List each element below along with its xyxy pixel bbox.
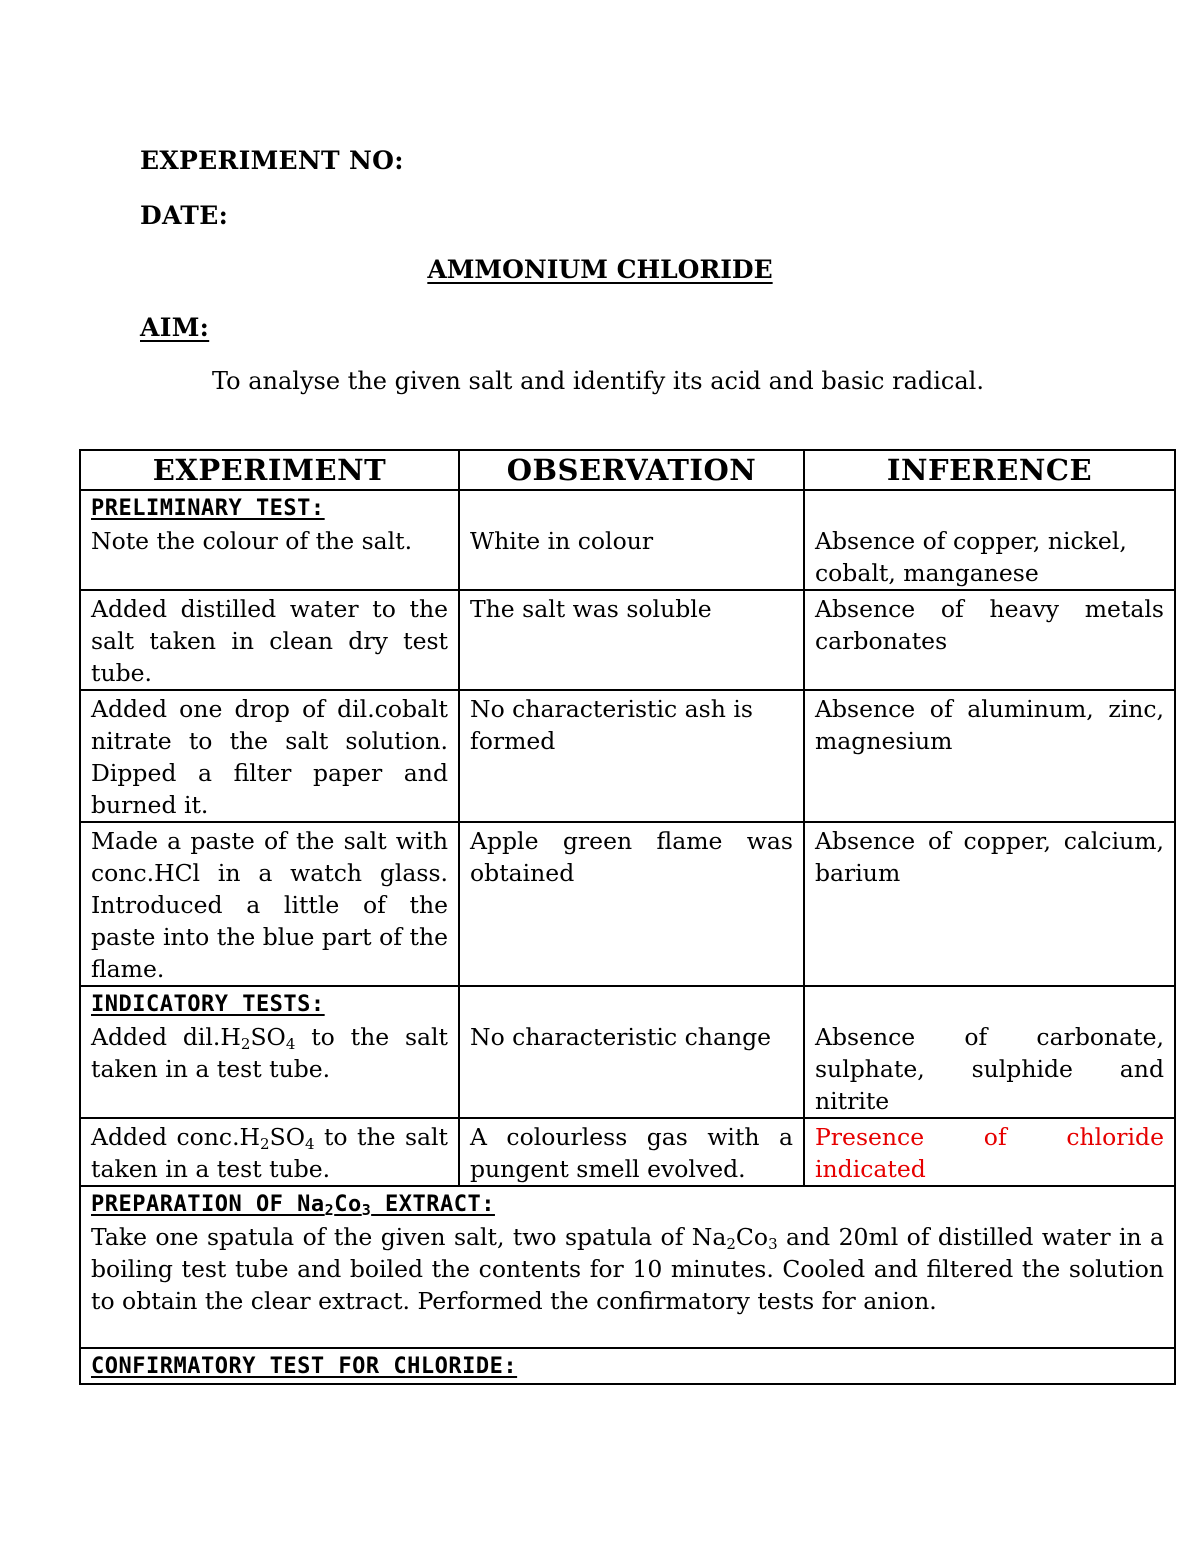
inference-cell: Absence of aluminum, zinc, magnesium	[804, 690, 1175, 822]
experiment-text: Note the colour of the salt.	[91, 527, 413, 555]
extract-preparation-text: Take one spatula of the given salt, two spatula of $Na_2Co_3$ and 20ml of distilled water in a boiling test tube and boiled the contents for 10 minutes. Cooled and filtered the solution to obtain the clear extract. Performed the confirmatory tests for anion.	[91, 1223, 1165, 1315]
extract-preparation-heading: PREPARATION OF $Na_2Co_3$ EXTRACT:	[91, 1192, 495, 1219]
observation-cell: A colourless gas with a pungent smell evolved.	[459, 1118, 804, 1186]
observation-cell	[459, 490, 804, 590]
table-header-row	[80, 450, 1175, 490]
column-header-inference: INFERENCE	[804, 450, 1175, 490]
confirmatory-test-cell	[80, 1348, 1175, 1384]
column-header-experiment: EXPERIMENT	[80, 450, 459, 490]
table-row	[80, 490, 1175, 590]
experiment-cell	[80, 986, 459, 1118]
inference-cell	[804, 490, 1175, 590]
experiment-cell	[80, 490, 459, 590]
table-row	[80, 1186, 1175, 1348]
inference-text: Absence of copper, nickel, cobalt, manganese	[815, 527, 1127, 587]
experiment-cell: Added distilled water to the salt taken in clean dry test tube.	[80, 590, 459, 690]
experiment-text: Added $dil.H_2SO_4$ to the salt taken in a test tube.	[91, 1023, 448, 1083]
observation-text: White in colour	[470, 527, 654, 555]
table-row	[80, 822, 1175, 986]
table-row	[80, 986, 1175, 1118]
confirmatory-test-heading: CONFIRMATORY TEST FOR CHLORIDE:	[91, 1354, 518, 1379]
aim-label: AIM:	[140, 313, 210, 342]
table-row	[80, 590, 1175, 690]
date-label: DATE:	[140, 201, 229, 230]
extract-preparation-cell	[80, 1186, 1175, 1348]
inference-cell	[804, 986, 1175, 1118]
inference-cell: Absence of copper, calcium, barium	[804, 822, 1175, 986]
analysis-table	[79, 449, 1176, 1385]
aim-text: To analyse the given salt and identify its acid and basic radical.	[212, 367, 984, 395]
observation-text: No characteristic change	[470, 1023, 772, 1051]
indicatory-tests-heading: INDICATORY TESTS:	[91, 992, 325, 1017]
experiment-cell: Added $conc.H_2SO_4$ to the salt taken in a test tube.	[80, 1118, 459, 1186]
observation-cell	[459, 986, 804, 1118]
observation-cell: No characteristic ash is formed	[459, 690, 804, 822]
inference-cell-highlight: Presence of chloride indicated	[804, 1118, 1175, 1186]
experiment-cell: Added one drop of dil.cobalt nitrate to the salt solution. Dipped a filter paper and burned it.	[80, 690, 459, 822]
experiment-number-label: EXPERIMENT NO:	[140, 146, 404, 175]
column-header-observation: OBSERVATION	[459, 450, 804, 490]
observation-cell: The salt was soluble	[459, 590, 804, 690]
observation-cell: Apple green flame was obtained	[459, 822, 804, 986]
inference-text: Absence of carbonate, sulphate, sulphide and nitrite	[815, 1023, 1164, 1115]
experiment-cell: Made a paste of the salt with conc.HCl in a watch glass. Introduced a little of the paste into the blue part of the flame.	[80, 822, 459, 986]
table-row	[80, 1348, 1175, 1384]
page-title: AMMONIUM CHLORIDE	[427, 255, 773, 284]
inference-cell: Absence of heavy metals carbonates	[804, 590, 1175, 690]
preliminary-test-heading: PRELIMINARY TEST:	[91, 496, 325, 521]
table-row	[80, 690, 1175, 822]
table-row	[80, 1118, 1175, 1186]
